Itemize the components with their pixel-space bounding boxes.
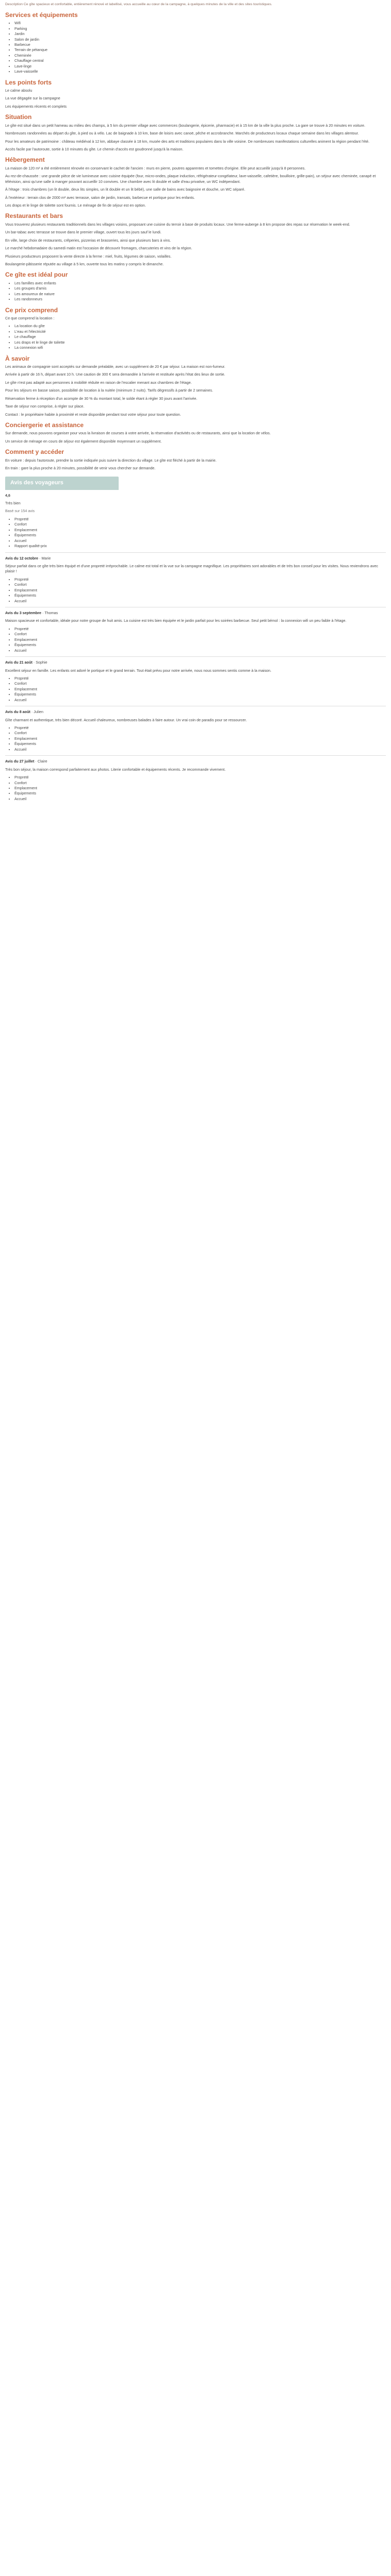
hebergement-section: [5, 156, 386, 208]
paragraph: Les draps et le linge de toilette sont fournis. Le ménage de fin de séjour est en option.: [5, 203, 146, 208]
list-item: • Lave-vaisselle: [14, 69, 386, 74]
list-item: • Chauffage central: [14, 58, 386, 63]
paragraph: Accès facile par l'autoroute, sortie à 10 minutes du gîte. Le chemin d'accès est goudronné jusqu'à la maison.: [5, 147, 184, 152]
rating-item: • Emplacement: [14, 736, 386, 741]
review-text: Gîte charmant et authentique, très bien décoré. Accueil chaleureux, nombreuses balades à faire autour. Un vrai coin de paradis pour se ressourcer.: [5, 717, 247, 722]
list-item: • Salon de jardin: [14, 37, 386, 42]
list-item: • La location du gîte: [14, 324, 386, 329]
paragraph: Pour les amateurs de patrimoine : château médiéval à 12 km, abbaye classée à 18 km, musée des arts et traditions populaires dans la ville voisine. De nombreuses manifestations culturelles animent la région pendant l'été.: [5, 139, 370, 144]
list-item: • Cheminée: [14, 53, 386, 58]
paragraph: Pour les séjours en basse saison, possibilité de location à la nuitée (minimum 2 nuits). Tarifs dégressifs à partir de 2 semaines.: [5, 388, 213, 393]
comprend-list: [5, 324, 386, 350]
review-date: Avis du 27 juillet: [5, 759, 35, 764]
rating-item: • Confort: [14, 632, 386, 637]
points-title: Les points forts: [5, 78, 52, 86]
review-item: Avis du 3 septembre · Thomas Maison spacieuse et confortable, idéale pour notre groupe de huit amis. La cuisine est très bien équipée et le jardin parfait pour les soirées barbecue. Seul petit bémol : la connexion wifi un peu faible à l'étage. • Propreté • Confort • Emplacement • Équipements • Accueil: [5, 611, 386, 653]
points-section: [5, 79, 386, 110]
review-ratings: [5, 577, 386, 604]
divider: [5, 552, 386, 553]
reviews-header: [5, 477, 119, 490]
review-text: Excellent séjour en famille. Les enfants ont adoré le portique et le grand terrain. Tout était prévu pour notre arrivée, nous nous sommes sentis comme à la maison.: [5, 668, 272, 673]
rating-item: • Accueil: [14, 599, 386, 604]
divider: [5, 656, 386, 657]
situation-title: Situation: [5, 113, 32, 121]
paragraph: En ville, large choix de restaurants, crêperies, pizzerias et brasseries, ainsi que plusieurs bars à vins.: [5, 238, 171, 243]
list-item: • Le chauffage: [14, 334, 386, 340]
review-ratings: [5, 676, 386, 703]
rating-item: • Propreté: [14, 676, 386, 681]
review-date: Avis du 8 août: [5, 709, 30, 715]
conciergerie-section: [5, 421, 386, 444]
list-item: • Terrain de pétanque: [14, 47, 386, 53]
review-item: Avis du 27 juillet · Claire Très bon séjour, la maison correspond parfaitement aux photos. Literie confortable et équipements récents. Je recommande vivement. • Propreté • Confort • Emplacement • Équipements • Accueil: [5, 759, 386, 802]
situation-section: [5, 113, 386, 152]
review-text: Séjour parfait dans ce gîte très bien équipé et d'une propreté irréprochable. Le calme est total et la vue sur la campagne magnifique. Les propriétaires sont adorables et de très bon conseil pour les visites. Nous reviendrons avec plaisir !: [5, 563, 378, 574]
review-ratings: [5, 775, 386, 802]
paragraph: Le gîte n'est pas adapté aux personnes à mobilité réduite en raison de l'escalier menant aux chambres de l'étage.: [5, 380, 192, 385]
rating-item: • Confort: [14, 731, 386, 736]
review-date: Avis du 21 août: [5, 660, 32, 665]
rating-item: • Accueil: [14, 648, 386, 653]
review-date: Avis du 12 octobre: [5, 555, 39, 561]
listing-page: [0, 0, 391, 810]
rating-item: • Emplacement: [14, 687, 386, 692]
services-list: [5, 21, 386, 74]
list-item: • Barbecue: [14, 42, 386, 47]
list-item: • Les groupes d'amis: [14, 286, 386, 291]
rating-item: • Accueil: [14, 538, 386, 544]
paragraph: Taxe de séjour non comprise, à régler sur place.: [5, 404, 85, 409]
reviews-summary: [5, 493, 386, 549]
savoir-title: À savoir: [5, 354, 30, 362]
review-score: 4,6: [5, 493, 10, 498]
comprend-intro: Ce que comprend la location :: [5, 316, 55, 321]
reviews-header-label: Avis des voyageurs: [10, 479, 63, 486]
rating-item: • Propreté: [14, 626, 386, 632]
paragraph: Un service de ménage en cours de séjour est également disponible moyennant un supplément.: [5, 438, 162, 444]
rating-item: • Confort: [14, 781, 386, 786]
acces-title: Comment y accéder: [5, 448, 64, 456]
review-author: Thomas: [44, 611, 58, 615]
hebergement-title: Hébergement: [5, 156, 45, 164]
list-item: • Les draps et le linge de toilette: [14, 340, 386, 345]
review-ratings: [5, 725, 386, 752]
ideal-title: Ce gîte est idéal pour: [5, 271, 68, 279]
rating-item: • Emplacement: [14, 786, 386, 791]
rating-item: • Emplacement: [14, 588, 386, 593]
paragraph: Vous trouverez plusieurs restaurants traditionnels dans les villages voisins, proposant une cuisine du terroir à base de produits locaux. Une ferme-auberge à 8 km propose des repas sur réservation le week-end.: [5, 222, 350, 227]
paragraph: Le marché hebdomadaire du samedi matin est l'occasion de découvrir fromages, charcuteries et vins de la région.: [5, 246, 192, 251]
list-item: • Les randonneurs: [14, 297, 386, 302]
rating-item: • Rapport qualité-prix: [14, 544, 386, 549]
rating-item: • Équipements: [14, 533, 386, 538]
list-item: • Wifi: [14, 21, 386, 26]
rating-item: • Propreté: [14, 517, 386, 522]
restaurants-section: [5, 212, 386, 267]
rating-item: • Emplacement: [14, 528, 386, 533]
review-item: Avis du 21 août · Sophie Excellent séjour en famille. Les enfants ont adoré le portique et le grand terrain. Tout était prévu pour notre arrivée, nous nous sommes sentis comme à la maison. • Propreté • Confort • Emplacement • Équipements • Accueil: [5, 660, 386, 703]
list-item: • Jardin: [14, 31, 386, 37]
rating-item: • Équipements: [14, 642, 386, 648]
paragraph: La maison de 120 m² a été entièrement rénovée en conservant le cachet de l'ancien : murs en pierre, poutres apparentes et tomettes d'origine. Elle peut accueillir jusqu'à 8 personnes.: [5, 165, 306, 171]
list-item: • La connexion wifi: [14, 345, 386, 350]
comprend-section: [5, 307, 386, 351]
rating-item: • Accueil: [14, 796, 386, 802]
review-author: Sophie: [36, 660, 47, 665]
review-item: Avis du 8 août · Julien Gîte charmant et authentique, très bien décoré. Accueil chaleureux, nombreuses balades à faire autour. Un vrai coin de paradis pour se ressourcer. • Propreté • Confort • Emplacement • Équipements • Accueil: [5, 709, 386, 752]
review-date: Avis du 3 septembre: [5, 611, 42, 615]
ratings-list: [5, 517, 386, 549]
rating-item: • Équipements: [14, 692, 386, 697]
paragraph: En train : gare la plus proche à 20 minutes, possibilité de venir vous chercher sur demande.: [5, 466, 156, 471]
paragraph: À l'extérieur : terrain clos de 2000 m² avec terrasse, salon de jardin, transats, barbecue et portique pour les enfants.: [5, 195, 195, 200]
list-item: • Les amoureux de nature: [14, 292, 386, 297]
conciergerie-title: Conciergerie et assistance: [5, 421, 84, 429]
restaurants-title: Restaurants et bars: [5, 212, 63, 220]
paragraph: Arrivée à partir de 16 h, départ avant 10 h. Une caution de 300 € sera demandée à l'arrivée et restituée après l'état des lieux de sortie.: [5, 372, 225, 377]
list-item: • Parking: [14, 26, 386, 31]
rating-item: • Confort: [14, 522, 386, 527]
divider: [5, 755, 386, 756]
comprend-title: Ce prix comprend: [5, 306, 58, 314]
rating-item: • Équipements: [14, 593, 386, 598]
list-item: • Lave-linge: [14, 64, 386, 69]
review-score-label: Très bien: [5, 501, 21, 505]
review-author: Claire: [37, 759, 47, 764]
services-title: Services et équipements: [5, 11, 78, 19]
review-count: Basé sur 154 avis: [5, 509, 35, 514]
point-item: Le calme absolu: [5, 88, 32, 93]
rating-item: • Accueil: [14, 747, 386, 752]
rating-item: • Équipements: [14, 741, 386, 747]
rating-item: • Propreté: [14, 725, 386, 731]
paragraph: Réservation ferme à réception d'un acompte de 30 % du montant total, le solde étant à régler 30 jours avant l'arrivée.: [5, 396, 198, 401]
paragraph: Au rez-de-chaussée : une grande pièce de vie lumineuse avec cuisine équipée (four, micro-ondes, plaque induction, réfrigérateur-congélateur, lave-vaisselle, cafetière, bouilloire, grille-pain), un séjour avec cheminée, canapé et télévision, ainsi qu'une salle à manger pouvant accueillir 10 convives. Une chambre avec lit double et salle d'eau privative, un WC indépendant.: [5, 174, 376, 184]
review-text: Maison spacieuse et confortable, idéale pour notre groupe de huit amis. La cuisine est très bien équipée et le jardin parfait pour les soirées barbecue. Seul petit bémol : la connexion wifi un peu faible à l'étage.: [5, 618, 347, 623]
point-item: La vue dégagée sur la campagne: [5, 96, 60, 101]
rating-item: • Propreté: [14, 775, 386, 780]
intro-text: Description Ce gîte spacieux et confortable, entièrement rénové et labellisé, vous accueille au cœur de la campagne, à quelques minutes de la ville et des sites touristiques.: [5, 3, 272, 6]
paragraph: Contact : le propriétaire habite à proximité et reste disponible pendant tout votre séjour pour toute question.: [5, 412, 181, 417]
paragraph: Boulangerie-pâtisserie réputée au village à 5 km, ouverte tous les matins y compris le dimanche.: [5, 262, 164, 267]
paragraph: À l'étage : trois chambres (un lit double, deux lits simples, un lit double et un lit bébé), une salle de bains avec baignoire et douche, un WC séparé.: [5, 187, 246, 192]
paragraph: Nombreuses randonnées au départ du gîte, à pied ou à vélo. Lac de baignade à 10 km, base de loisirs avec canoë, pêche et accrobranche. Marchés de producteurs locaux chaque semaine dans les villages alentour.: [5, 131, 359, 136]
paragraph: En voiture : depuis l'autoroute, prendre la sortie indiquée puis suivre la direction du village. Le gîte est fléché à partir de la mairie.: [5, 457, 217, 463]
review-item: Avis du 12 octobre · Marie Séjour parfait dans ce gîte très bien équipé et d'une propreté irréprochable. Le calme est total et la vue sur la campagne magnifique. Les propriétaires sont adorables et de très bon conseil pour les visites. Nous reviendrons avec plaisir ! • Propreté • Confort • Emplacement • Équipements • Accueil: [5, 556, 386, 604]
paragraph: Un bar-tabac avec terrasse se trouve dans le premier village, ouvert tous les jours sauf le lundi.: [5, 230, 161, 235]
rating-item: • Accueil: [14, 698, 386, 703]
rating-item: • Propreté: [14, 577, 386, 582]
list-item: • L'eau et l'électricité: [14, 329, 386, 334]
paragraph: Les animaux de compagnie sont acceptés sur demande préalable, avec un supplément de 20 € par séjour. La maison est non-fumeur.: [5, 364, 225, 369]
rating-item: • Emplacement: [14, 637, 386, 642]
rating-item: • Équipements: [14, 791, 386, 796]
review-ratings: [5, 626, 386, 653]
acces-section: [5, 448, 386, 471]
paragraph: Plusieurs producteurs proposent la vente directe à la ferme : miel, fruits, légumes de saison, volailles.: [5, 253, 172, 259]
paragraph: Sur demande, nous pouvons organiser pour vous la livraison de courses à votre arrivée, la réservation d'activités ou de restaurants, ainsi que la location de vélos.: [5, 431, 271, 436]
savoir-section: [5, 355, 386, 417]
ideal-list: [5, 281, 386, 302]
rating-item: • Confort: [14, 582, 386, 587]
list-item: • Les familles avec enfants: [14, 281, 386, 286]
point-item: Les équipements récents et complets: [5, 104, 67, 109]
review-author: Marie: [41, 555, 51, 561]
review-text: Très bon séjour, la maison correspond parfaitement aux photos. Literie confortable et équipements récents. Je recommande vivement.: [5, 767, 226, 772]
rating-item: • Confort: [14, 681, 386, 686]
review-author: Julien: [34, 709, 44, 715]
services-section: [5, 11, 386, 75]
paragraph: Le gîte est situé dans un petit hameau au milieu des champs, à 5 km du premier village avec commerces (boulangerie, épicerie, pharmacie) et à 15 km de la ville la plus proche. La gare se trouve à 20 minutes en voiture.: [5, 123, 365, 128]
ideal-section: [5, 271, 386, 302]
